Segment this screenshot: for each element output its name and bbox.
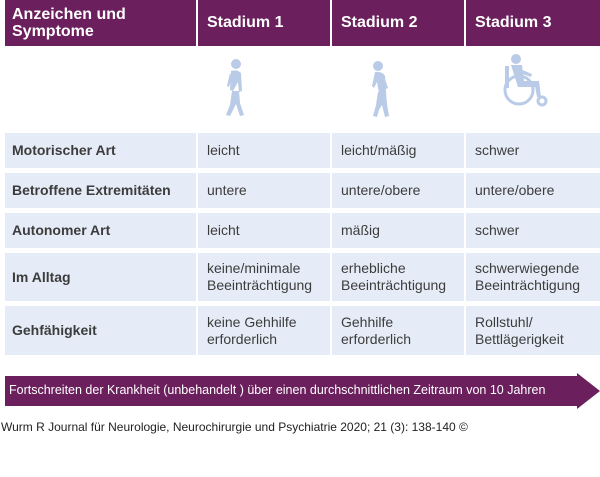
header-stage-1: Stadium 1 [198, 0, 330, 46]
row-label-daily-life: Im Alltag [5, 253, 196, 301]
row-extremities-stage1: untere [198, 173, 330, 208]
stooped-walking-person-icon [366, 60, 396, 120]
row-motor-stage1: leicht [198, 133, 330, 168]
header-col0-line2: Symptome [12, 23, 94, 40]
header-stage-2: Stadium 2 [332, 0, 464, 46]
header-signs-symptoms [5, 0, 196, 46]
stage1-icon-cell [198, 48, 330, 128]
row-label-walking-ability: Gehfähigkeit [5, 306, 196, 355]
stage3-icon-cell [466, 48, 600, 128]
row-autonomic-stage1: leicht [198, 213, 330, 248]
walking-person-icon [220, 58, 250, 120]
stage2-icon-cell [332, 48, 464, 128]
row-label-motor: Motorischer Art [5, 133, 196, 168]
row-label-autonomic: Autonomer Art [5, 213, 196, 248]
row-daily-life-stage3: schwerwiegende Beeinträchtigung [466, 253, 600, 301]
row-walking-ability-stage2: Gehhilfe erforderlich [332, 306, 464, 355]
row-label-extremities: Betroffene Extremitäten [5, 173, 196, 208]
wheelchair-person-icon [502, 54, 552, 108]
progress-arrow-label: Fortschreiten der Krankheit (unbehandelt ) über einen durchschnittlichen Zeitraum von 10 Jahren [9, 383, 546, 397]
header-stage-3: Stadium 3 [466, 0, 600, 46]
row-autonomic-stage2: mäßig [332, 213, 464, 248]
row-walking-ability-stage1: keine Gehhilfe erforderlich [198, 306, 330, 355]
row-motor-stage3: schwer [466, 133, 600, 168]
header-col0-line1: Anzeichen und [12, 6, 126, 23]
row-daily-life-stage2: erhebliche Beeinträchtigung [332, 253, 464, 301]
row-extremities-stage3: untere/obere [466, 173, 600, 208]
row-motor-stage2: leicht/mäßig [332, 133, 464, 168]
row-walking-ability-stage3: Rollstuhl/ Bettlägerigkeit [466, 306, 600, 355]
row-extremities-stage2: untere/obere [332, 173, 464, 208]
row-daily-life-stage1: keine/minimale Beeinträchtigung [198, 253, 330, 301]
row-autonomic-stage3: schwer [466, 213, 600, 248]
citation: Wurm R Journal für Neurologie, Neurochirurgie und Psychiatrie 2020; 21 (3): 138-140 © [1, 420, 468, 434]
